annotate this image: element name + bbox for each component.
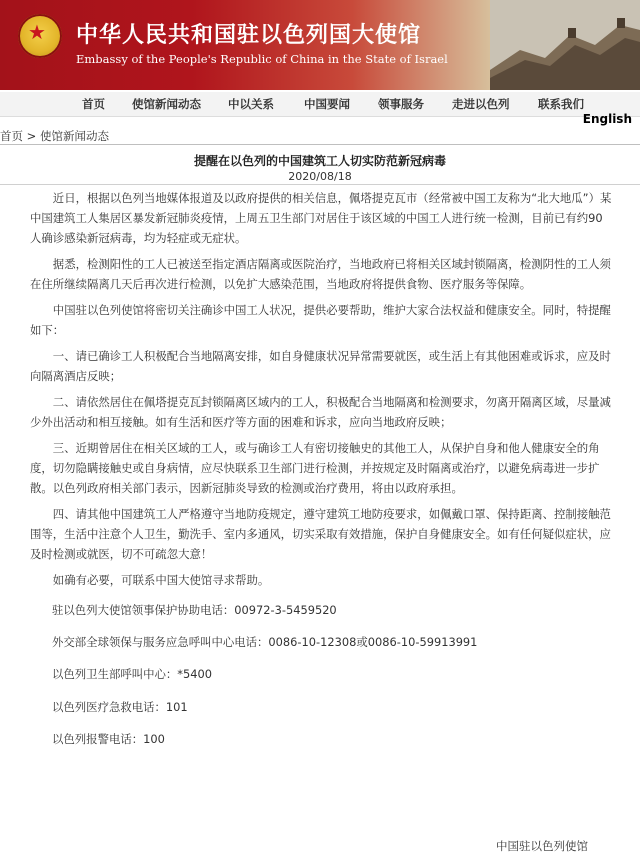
divider <box>0 184 640 185</box>
nav-item-china-news[interactable]: 中国要闻 <box>304 97 350 111</box>
article-title: 提醒在以色列的中国建筑工人切实防范新冠病毒 <box>193 154 446 168</box>
breadcrumb-current[interactable]: 使馆新闻动态 <box>39 129 109 143</box>
english-link[interactable]: English <box>582 112 632 126</box>
embassy-title-cn: 中华人民共和国驻以色列国大使馆 <box>76 22 422 48</box>
contact-item: 驻以色列大使馆领事保护协助电话：00972-3-5459520 <box>52 603 337 617</box>
nav-item-about-israel[interactable]: 走进以色列 <box>452 97 510 111</box>
contact-item: 以色列医疗急救电话：101 <box>52 699 188 714</box>
article-paragraph: 四、请其他中国建筑工人严格遵守当地防疫规定，遵守建筑工地防疫要求，如佩戴口罩、保持距离、控制接触范围等，生活中注意个人卫生，勤洗手、室内多通风，切实采取有效措施，保护自身健康安全。如有任何疑似症状，应及时检测或就医，切不可疏忽大意！ <box>30 507 611 561</box>
article-paragraph: 二、请依然居住在佩塔提克瓦封锁隔离区域内的工人，积极配合当地隔离和检测要求，勿离开隔离区域，尽量减少外出活动和相互接触。如有生活和医疗等方面的困难和诉求，应向当地政府反映； <box>30 395 611 429</box>
nav-item-consular-services[interactable]: 领事服务 <box>378 97 424 111</box>
article-paragraph: 近日，根据以色列当地媒体报道及以政府提供的相关信息，佩塔提克瓦市（经常被中国工友称为“北大地瓜”）某中国建筑工人集居区暴发新冠肺炎疫情，上周五卫生部门对居住于该区域的中国工人进行统一检测，目前已有约90人确诊感染新冠病毒，均为轻症或无症状。 <box>30 191 612 245</box>
breadcrumb <box>0 128 109 144</box>
nav-item-china-israel-relations[interactable]: 中以关系 <box>228 97 274 111</box>
contact-item: 外交部全球领保与服务应急呼叫中心电话：0086-10-12308或0086-10-59913991 <box>52 635 478 650</box>
embassy-title-en: Embassy of the People's Republic of China in the State of Israel <box>76 52 448 66</box>
header-banner <box>0 0 640 90</box>
article-paragraph: 中国驻以色列使馆将密切关注确诊中国工人状况，提供必要帮助，维护大家合法权益和健康安全。同时，特提醒如下： <box>30 303 611 337</box>
article-paragraph: 一、请已确诊工人积极配合当地隔离安排，如自身健康状况异常需要就医，或生活上有其他困难或诉求，应及时向隔离酒店反映； <box>30 349 611 383</box>
article-body <box>30 188 612 596</box>
nav-item-contact-us[interactable]: 联系我们 <box>538 97 584 111</box>
breadcrumb-separator: > <box>23 129 40 143</box>
article-signature: 中国驻以色列使馆 <box>496 839 588 853</box>
contact-item: 以色列报警电话：100 <box>52 731 165 746</box>
divider <box>0 144 640 145</box>
contact-item: 以色列卫生部呼叫中心：*5400 <box>52 667 212 682</box>
article-date: 2020/08/18 <box>288 170 352 183</box>
article-paragraph: 如确有必要，可联系中国大使馆寻求帮助。 <box>52 573 270 587</box>
nav-item-news[interactable]: 使馆新闻动态 <box>132 97 201 111</box>
nav-item-home[interactable]: 首页 <box>82 97 105 111</box>
contact-list <box>52 602 477 763</box>
breadcrumb-home[interactable]: 首页 <box>0 129 23 143</box>
great-wall-image <box>490 0 640 90</box>
national-emblem-icon: ★ <box>18 14 62 58</box>
article-paragraph: 三、近期曾居住在相关区域的工人，或与确诊工人有密切接触史的其他工人，从保护自身和他人健康安全的角度，切勿隐瞒接触史或自身病情，应尽快联系卫生部门进行检测，并按规定及时隔离或治疗，以避免病毒进一步扩散。以色列政府相关部门表示，因新冠肺炎导致的检测或治疗费用，将由以政府承担。 <box>30 441 600 495</box>
article-paragraph: 据悉，检测阳性的工人已被送至指定酒店隔离或医院治疗，当地政府已将相关区域封锁隔离，检测阴性的工人须在住所继续隔离几天后再次进行检测，以免扩大感染范围，当地政府将提供食物、医疗服务等保障。 <box>30 257 611 291</box>
main-nav <box>0 92 640 117</box>
